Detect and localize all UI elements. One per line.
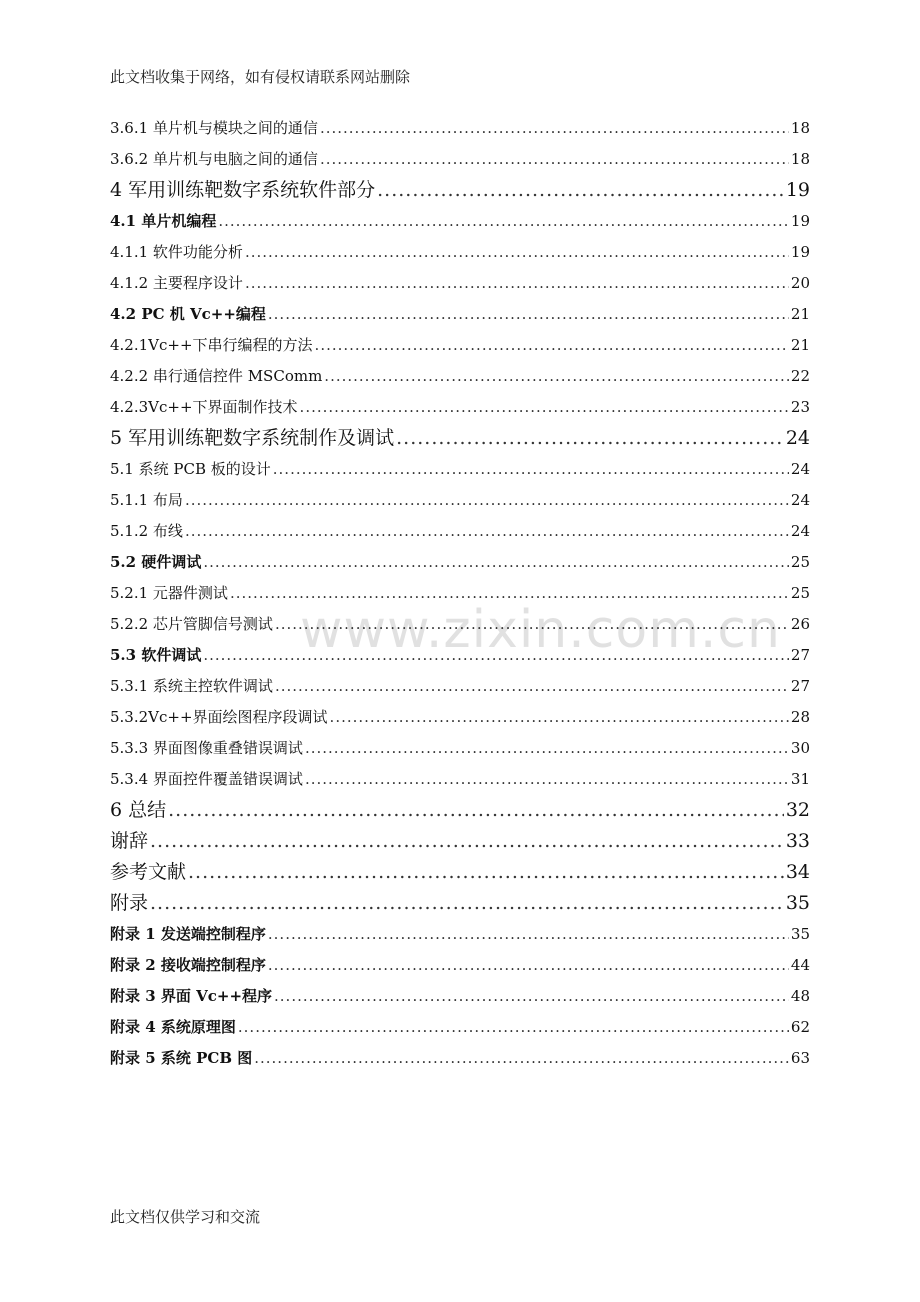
toc-entry[interactable] <box>110 981 810 1012</box>
toc-entry-page: 35 <box>785 892 810 914</box>
page-footer: 此文档仅供学习和交流 <box>110 1208 261 1226</box>
toc-entry[interactable] <box>110 888 810 919</box>
toc-entry-title: 5.1 系统 PCB 板的设计 <box>110 460 271 478</box>
toc-dot-leader <box>150 826 784 857</box>
toc-dot-leader <box>238 1012 789 1043</box>
toc-dot-leader <box>245 268 789 299</box>
toc-entry-title: 5.2.1 元器件测试 <box>110 584 228 602</box>
toc-entry[interactable] <box>110 113 810 144</box>
toc-entry-title: 附录 3 界面 Vc++程序 <box>110 987 273 1005</box>
toc-dot-leader <box>315 330 789 361</box>
toc-entry[interactable] <box>110 764 810 795</box>
watermark: www.zixin.com.cn <box>300 600 781 660</box>
toc-entry-page: 18 <box>790 119 810 137</box>
toc-dot-leader <box>377 175 784 206</box>
toc-dot-leader <box>185 485 789 516</box>
toc-entry[interactable] <box>110 268 810 299</box>
toc-dot-leader <box>268 299 789 330</box>
toc-entry-page: 31 <box>790 770 810 788</box>
toc-entry-page: 25 <box>790 584 810 602</box>
toc-entry[interactable] <box>110 516 810 547</box>
toc-entry-title: 参考文献 <box>110 861 187 883</box>
toc-dot-leader <box>188 857 784 888</box>
toc-entry-page: 27 <box>790 646 810 664</box>
page-header: 此文档收集于网络，如有侵权请联系网站删除 <box>110 68 411 86</box>
toc-dot-leader <box>305 764 789 795</box>
toc-dot-leader <box>168 795 784 826</box>
toc-dot-leader <box>324 361 789 392</box>
toc-entry[interactable] <box>110 1043 810 1074</box>
toc-entry[interactable] <box>110 454 810 485</box>
toc-entry-title: 6 总结 <box>110 799 167 821</box>
toc-entry-title: 4.1 单片机编程 <box>110 212 217 230</box>
toc-dot-leader <box>396 423 784 454</box>
toc-entry-page: 21 <box>790 305 810 323</box>
toc-entry-page: 44 <box>790 956 810 974</box>
table-of-contents <box>110 113 810 1074</box>
toc-entry-page: 24 <box>785 427 810 449</box>
toc-entry-page: 24 <box>790 460 810 478</box>
toc-entry-title: 附录 4 系统原理图 <box>110 1018 236 1036</box>
toc-entry[interactable] <box>110 547 810 578</box>
toc-entry-title: 5.2 硬件调试 <box>110 553 202 571</box>
toc-entry-page: 24 <box>790 522 810 540</box>
toc-entry-title: 5.3.4 界面控件覆盖错误调试 <box>110 770 303 788</box>
toc-entry-title: 4.1.1 软件功能分析 <box>110 243 243 261</box>
toc-entry-page: 30 <box>790 739 810 757</box>
toc-entry-title: 4.2 PC 机 Vc++编程 <box>110 305 266 323</box>
toc-entry[interactable] <box>110 640 810 671</box>
toc-entry-page: 19 <box>785 179 810 201</box>
toc-dot-leader <box>203 547 789 578</box>
toc-entry[interactable] <box>110 609 810 640</box>
toc-entry-page: 28 <box>790 708 810 726</box>
toc-entry-title: 谢辞 <box>110 830 149 852</box>
toc-dot-leader <box>273 454 789 485</box>
toc-entry[interactable] <box>110 795 810 826</box>
toc-entry-page: 19 <box>790 243 810 261</box>
toc-entry-page: 19 <box>790 212 810 230</box>
toc-entry-title: 5.1.2 布线 <box>110 522 183 540</box>
toc-entry[interactable] <box>110 826 810 857</box>
toc-entry-page: 32 <box>785 799 810 821</box>
toc-entry-title: 3.6.1 单片机与模块之间的通信 <box>110 119 318 137</box>
toc-entry-page: 18 <box>790 150 810 168</box>
toc-entry-page: 35 <box>790 925 810 943</box>
toc-entry-page: 63 <box>790 1049 810 1067</box>
toc-dot-leader <box>275 671 789 702</box>
toc-entry-page: 22 <box>790 367 810 385</box>
toc-dot-leader <box>230 578 789 609</box>
toc-dot-leader <box>274 981 789 1012</box>
toc-dot-leader <box>300 392 789 423</box>
toc-entry[interactable] <box>110 299 810 330</box>
toc-dot-leader <box>268 950 789 981</box>
toc-entry-page: 48 <box>790 987 810 1005</box>
toc-entry[interactable] <box>110 733 810 764</box>
toc-entry[interactable] <box>110 950 810 981</box>
toc-entry-page: 21 <box>790 336 810 354</box>
toc-entry-title: 3.6.2 单片机与电脑之间的通信 <box>110 150 318 168</box>
toc-entry-page: 62 <box>790 1018 810 1036</box>
toc-entry-page: 34 <box>785 861 810 883</box>
toc-entry[interactable] <box>110 361 810 392</box>
toc-entry-title: 附录 <box>110 892 149 914</box>
toc-dot-leader <box>150 888 784 919</box>
toc-entry-title: 5.3.2Vc++界面绘图程序段调试 <box>110 708 328 726</box>
toc-dot-leader <box>320 144 789 175</box>
toc-entry-page: 20 <box>790 274 810 292</box>
toc-entry[interactable] <box>110 144 810 175</box>
toc-entry-title: 4 军用训练靶数字系统软件部分 <box>110 179 376 201</box>
toc-entry-page: 33 <box>785 830 810 852</box>
toc-dot-leader <box>254 1043 789 1074</box>
toc-dot-leader <box>185 516 789 547</box>
toc-entry-title: 4.1.2 主要程序设计 <box>110 274 243 292</box>
toc-entry-title: 5.3.3 界面图像重叠错误调试 <box>110 739 303 757</box>
toc-dot-leader <box>275 609 789 640</box>
toc-entry-title: 附录 1 发送端控制程序 <box>110 925 266 943</box>
toc-entry[interactable] <box>110 671 810 702</box>
toc-entry-title: 5.1.1 布局 <box>110 491 183 509</box>
toc-entry[interactable] <box>110 392 810 423</box>
toc-entry-page: 27 <box>790 677 810 695</box>
toc-entry-page: 26 <box>790 615 810 633</box>
toc-entry[interactable] <box>110 702 810 733</box>
toc-dot-leader <box>330 702 789 733</box>
toc-entry[interactable] <box>110 423 810 454</box>
toc-entry-title: 附录 5 系统 PCB 图 <box>110 1049 253 1067</box>
toc-entry-title: 5.3 软件调试 <box>110 646 202 664</box>
toc-entry[interactable] <box>110 1012 810 1043</box>
toc-dot-leader <box>305 733 789 764</box>
toc-entry-title: 5 军用训练靶数字系统制作及调试 <box>110 427 395 449</box>
toc-entry-title: 4.2.1Vc++下串行编程的方法 <box>110 336 313 354</box>
toc-entry-page: 25 <box>790 553 810 571</box>
toc-entry-title: 5.3.1 系统主控软件调试 <box>110 677 273 695</box>
toc-entry[interactable] <box>110 857 810 888</box>
toc-entry[interactable] <box>110 237 810 268</box>
toc-entry-title: 4.2.3Vc++下界面制作技术 <box>110 398 298 416</box>
toc-entry[interactable] <box>110 175 810 206</box>
toc-entry-page: 23 <box>790 398 810 416</box>
toc-dot-leader <box>245 237 789 268</box>
toc-entry-title: 附录 2 接收端控制程序 <box>110 956 266 974</box>
toc-dot-leader <box>320 113 789 144</box>
toc-dot-leader <box>203 640 789 671</box>
toc-entry-title: 5.2.2 芯片管脚信号测试 <box>110 615 273 633</box>
toc-entry-page: 24 <box>790 491 810 509</box>
toc-entry[interactable] <box>110 578 810 609</box>
toc-entry[interactable] <box>110 919 810 950</box>
toc-entry[interactable] <box>110 206 810 237</box>
toc-entry-title: 4.2.2 串行通信控件 MSComm <box>110 367 323 385</box>
toc-dot-leader <box>218 206 789 237</box>
toc-dot-leader <box>268 919 789 950</box>
toc-entry[interactable] <box>110 330 810 361</box>
toc-entry[interactable] <box>110 485 810 516</box>
